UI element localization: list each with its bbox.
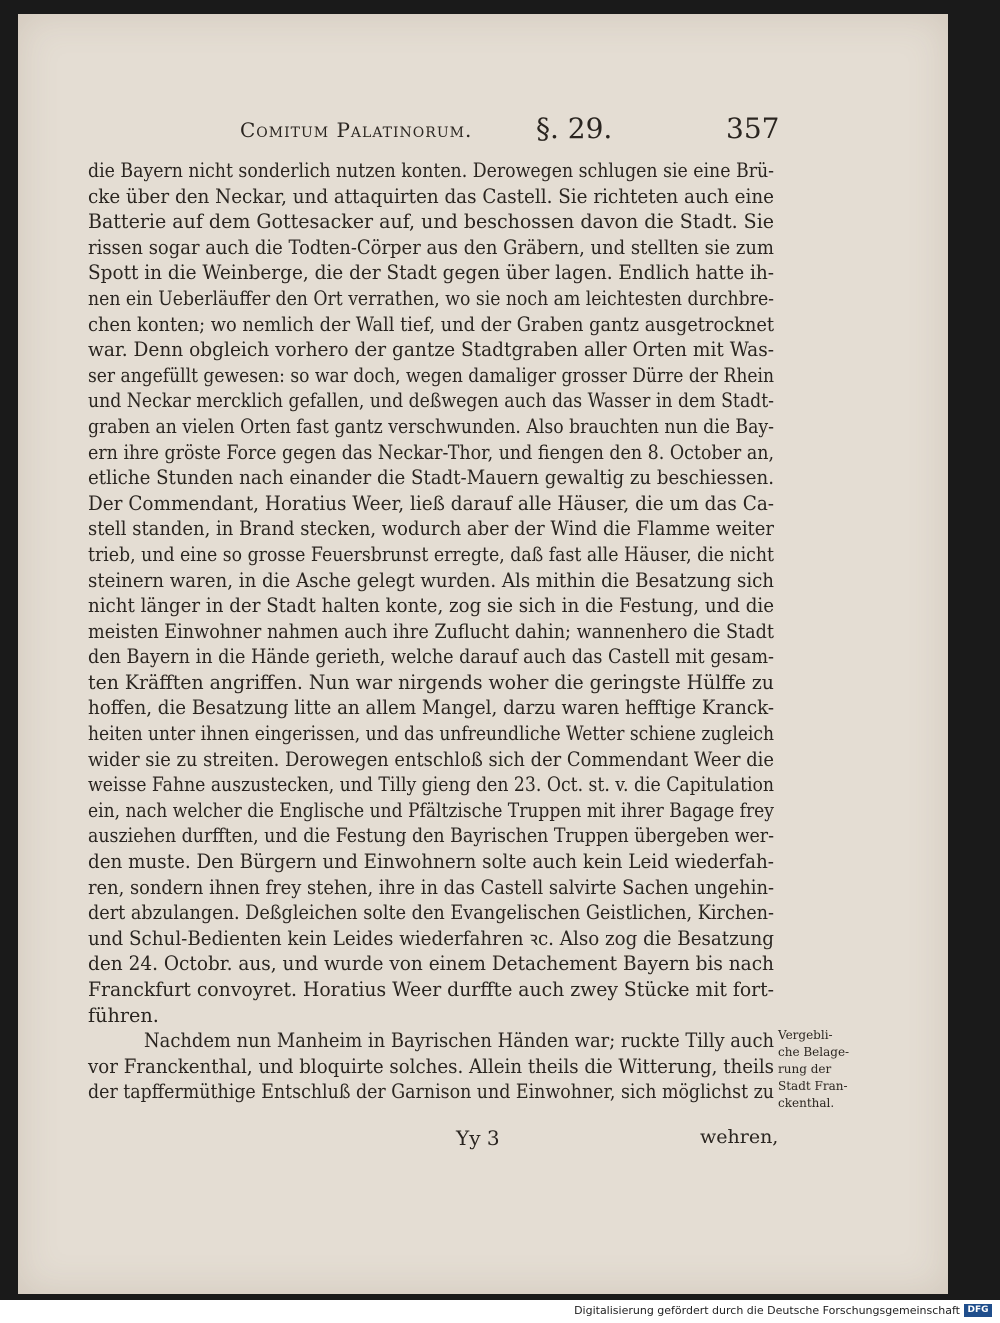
text-line: weisse Fahne auszustecken, und Tilly gieng den 23. Oct. st. v. die Capitulation [88, 773, 775, 797]
text-line: dert abzulangen. Deßgleichen solte den Evangelischen Geistlichen, Kirchen- [88, 901, 774, 925]
margin-note-line: rung der [778, 1062, 832, 1076]
running-head [240, 112, 780, 148]
text-line: ser angefüllt gewesen: so war doch, wegen damaliger grosser Dürre der Rhein [88, 363, 775, 387]
text-line: ren, sondern ihnen frey stehen, ihre in das Castell salvirte Sachen ungehin- [88, 875, 774, 899]
text-line: die Bayern nicht sonderlich nutzen konten. Derowegen schlugen sie eine Brü- [88, 159, 774, 182]
text-line: vor Franckenthal, und bloquirte solches. Allein theils die Witterung, theils [88, 1054, 774, 1078]
text-line: den Bayern in die Hände gerieth, welche darauf auch das Castell mit gesam- [88, 645, 774, 669]
text-line: stell standen, in Brand stecken, wodurch aber der Wind die Flamme weiter [88, 517, 774, 541]
text-line: Franckfurt convoyret. Horatius Weer durffte auch zwey Stücke mit fort- [88, 978, 775, 1001]
text-line: den muste. Den Bürgern und Einwohnern solte auch kein Leid wiederfah- [88, 850, 774, 874]
text-line: Der Commendant, Horatius Weer, ließ darauf alle Häuser, die um das Ca- [88, 491, 775, 515]
text-line: nicht länger in der Stadt halten konte, zog sie sich in die Festung, und die [88, 594, 774, 618]
text-line: war. Denn obgleich vorhero der gantze Stadtgraben aller Orten mit Was- [88, 338, 775, 362]
text-line: und Neckar mercklich gefallen, und deßwegen auch das Wasser in dem Stadt- [88, 389, 774, 413]
text-line: der tapffermüthige Entschluß der Garnison und Einwohner, sich möglichst zu [88, 1080, 774, 1104]
text-line: hoffen, die Besatzung litte an allem Mangel, darzu waren hefftige Kranck- [88, 696, 774, 720]
margin-note-line: che Belage- [778, 1045, 850, 1059]
text-line: Batterie auf dem Gottesacker auf, und beschossen davon die Stadt. Sie [88, 210, 775, 234]
text-line: den 24. Octobr. aus, und wurde von einem Detachement Bayern bis nach [88, 952, 774, 976]
text-line: chen konten; wo nemlich der Wall tief, und der Graben gantz ausgetrocknet [88, 312, 775, 336]
signature-mark: Yy 3 [456, 1126, 500, 1150]
section-number: §. 29. [536, 112, 613, 145]
text-line: ein, nach welcher die Englische und Pfältzische Truppen mit ihrer Bagage frey [88, 798, 774, 822]
text-line: etliche Stunden nach einander die Stadt-Mauern gewaltig zu beschiessen. [88, 466, 774, 490]
text-line: Spott in die Weinberge, die der Stadt gegen über lagen. Endlich hatte ih- [88, 261, 775, 285]
margin-note-line: ckenthal. [778, 1096, 835, 1110]
margin-note [778, 1027, 862, 1112]
text-line: ausziehen durfften, und die Festung den Bayrischen Truppen übergeben wer- [88, 824, 774, 848]
text-line: und Schul-Bedienten kein Leides wiederfahren ꝛc. Also zog die Besatzung [88, 926, 775, 950]
text-line: ern ihre gröste Force gegen das Neckar-Thor, und fiengen den 8. October an, [88, 440, 775, 464]
text-line: nen ein Ueberläuffer den Ort verrathen, wo sie noch am leichtesten durchbre- [88, 286, 775, 310]
text-line: ten Kräfften angriffen. Nun war nirgends woher die geringste Hülffe zu [88, 670, 774, 694]
text-line: steinern waren, in die Asche gelegt wurden. Als mithin die Besatzung sich [88, 568, 774, 592]
margin-note-line: Vergebli- [778, 1028, 833, 1042]
text-line: führen. [88, 1003, 159, 1027]
margin-note-line: Stadt Fran- [778, 1079, 848, 1093]
text-line: cke über den Neckar, und attaquirten das Castell. Sie richteten auch eine [88, 184, 774, 208]
text-line: heiten unter ihnen eingerissen, und das unfreundliche Wetter schiene zugleich [88, 722, 774, 746]
catchword: wehren, [700, 1126, 779, 1148]
funding-notice: Digitalisierung gefördert durch die Deutsche Forschungsgemeinschaft [574, 1304, 960, 1317]
text-line: graben an vielen Orten fast gantz verschwunden. Also brauchten nun die Bay- [88, 414, 774, 438]
text-line: meisten Einwohner nahmen auch ihre Zuflucht dahin; wannenhero die Stadt [88, 619, 775, 643]
page-number: 357 [726, 112, 780, 145]
text-line: rissen sogar auch die Todten-Cörper aus den Gräbern, und stellten sie zum [88, 235, 774, 259]
text-line: wider sie zu streiten. Derowegen entschloß sich der Commendant Weer die [88, 747, 774, 771]
dfg-logo: DFG [964, 1304, 992, 1317]
running-head-title: Comitum Palatinorum. [240, 118, 473, 142]
body-text [88, 158, 774, 1105]
text-line: Nachdem nun Manheim in Bayrischen Händen war; ruckte Tilly auch [144, 1029, 775, 1053]
text-line: trieb, und eine so grosse Feuersbrunst erregte, daß fast alle Häuser, die nicht [88, 542, 775, 566]
footer-bar [0, 1300, 1000, 1323]
